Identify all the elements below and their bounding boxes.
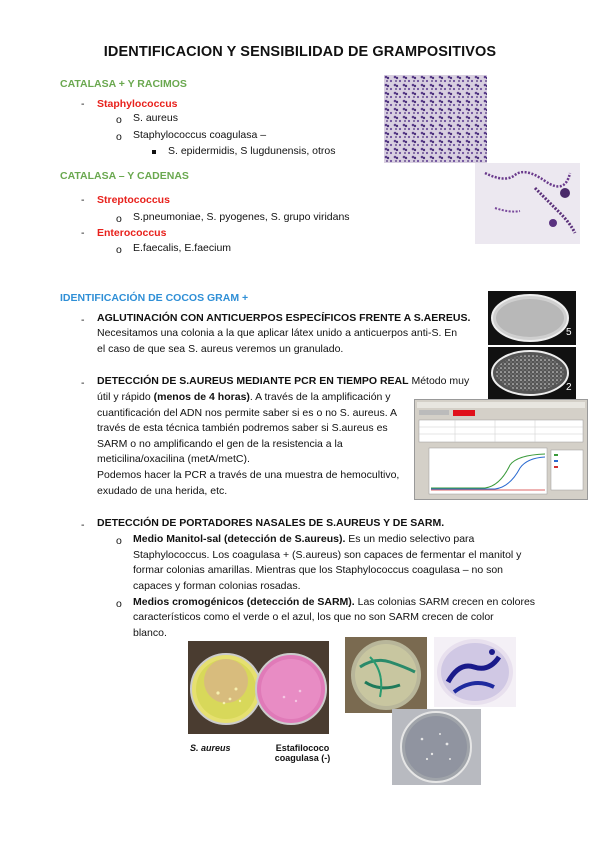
section-heading-identificacion: IDENTIFICACIÓN DE COCOS GRAM + (60, 292, 249, 304)
gram-stain-chains-image (475, 163, 580, 244)
agglutination-label: 2 (566, 382, 572, 393)
section-heading-catalasa-pos: CATALASA + Y RACIMOS (60, 78, 187, 90)
paragraph-line: formar colonias amarillas. Mientras que los Staphylococcus coagulasa – no son (133, 564, 504, 576)
chromogenic-green-plate-image (345, 637, 427, 713)
dash-marker: - (81, 194, 85, 206)
paragraph-line: característicos como el verde o el azul, los que no son SARM crecen de color (133, 611, 494, 623)
manitol-plates-image (188, 641, 329, 734)
circle-marker: o (116, 114, 122, 126)
genus-streptococcus: Streptococcus (97, 194, 170, 206)
gram-stain-clusters-image (384, 75, 487, 163)
paragraph-text: . A través de la amplificación y (249, 391, 391, 403)
dash-marker: - (81, 314, 85, 326)
manitol-first-line (133, 532, 474, 548)
circle-marker: o (116, 131, 122, 143)
agglutination-positive-image (488, 347, 576, 399)
cromogenicos-title: Medios cromogénicos (detección de SARM). (133, 596, 355, 608)
paragraph-line: Necesitamos una colonia a la que aplicar látex unido a anticuerpos anti-S. En (97, 327, 458, 339)
plate-caption-coagulasa-neg (265, 743, 340, 763)
chromogenic-white-plate-image (392, 709, 481, 785)
cromogenicos-first-line (133, 595, 535, 611)
portadores-title: DETECCIÓN DE PORTADORES NASALES DE S.AUREUS Y DE SARM. (97, 517, 445, 529)
list-item: Staphylococcus coagulasa – (133, 129, 267, 141)
list-item: S. aureus (133, 112, 178, 124)
genus-staphylococcus: Staphylococcus (97, 98, 178, 110)
list-item: S.pneumoniae, S. pyogenes, S. grupo viridans (133, 211, 350, 223)
paragraph-line: SARM o no amplificando el gen de la resistencia a la (97, 438, 343, 450)
paragraph-line: través de esta técnica también podremos saber si S.aureus es (97, 422, 388, 434)
paragraph-line: blanco. (133, 627, 167, 639)
paragraph-line: Staphylococcus. Los coagulasa + (S.aureus) son capaces de fermentar el manitol y (133, 549, 522, 561)
plate-caption-aureus: S. aureus (190, 743, 231, 753)
pcr-time-emphasis: (menos de 4 horas) (153, 391, 250, 403)
dash-marker: - (81, 519, 85, 531)
circle-marker: o (116, 535, 122, 547)
page-title: IDENTIFICACION Y SENSIBILIDAD DE GRAMPOSITIVOS (103, 44, 497, 60)
paragraph-line: capaces y forman colonias rosadas. (133, 580, 301, 592)
circle-marker: o (116, 598, 122, 610)
list-item: S. epidermidis, S lugdunensis, otros (168, 145, 336, 157)
manitol-title: Medio Manitol-sal (detección de S.aureus). (133, 533, 346, 545)
paragraph-line: el caso de que sea S. aureus veremos un granulado. (97, 343, 344, 355)
pcr-title: DETECCIÓN DE S.AUREUS MEDIANTE PCR EN TIEMPO REAL (97, 375, 409, 387)
paragraph-text: Es un medio selectivo para (348, 533, 475, 545)
aglutinacion-title: AGLUTINACIÓN CON ANTICUERPOS ESPECÍFICOS FRENTE A S.AEREUS. (97, 312, 471, 324)
pcr-second-line (97, 390, 391, 406)
paragraph-text: Método muy (411, 375, 470, 387)
paragraph-line: cuantificación del ADN nos permite saber si es o no S. aureus. A (97, 407, 397, 419)
list-item: E.faecalis, E.faecium (133, 242, 232, 254)
paragraph-line: Podemos hacer la PCR a través de una muestra de hemocultivo, (97, 469, 400, 481)
circle-marker: o (116, 213, 122, 225)
paragraph-text: Las colonias SARM crecen en colores (357, 596, 536, 608)
caption-line: Estafilococo (275, 743, 330, 753)
paragraph-text: útil y rápido (97, 391, 151, 403)
square-bullet (152, 150, 156, 154)
section-heading-catalasa-neg: CATALASA – Y CADENAS (60, 170, 189, 182)
pcr-software-image (414, 399, 588, 500)
dash-marker: - (81, 227, 85, 239)
dash-marker: - (81, 377, 85, 389)
paragraph-line: exudado de una herida, etc. (97, 485, 228, 497)
agglutination-label: 5 (566, 327, 572, 338)
pcr-first-line (97, 374, 469, 390)
paragraph-line: meticilina/oxacilina (metA/metC). (97, 453, 250, 465)
circle-marker: o (116, 244, 122, 256)
genus-enterococcus: Enterococcus (97, 227, 167, 239)
dash-marker: - (81, 98, 85, 110)
caption-line: coagulasa (-) (274, 753, 331, 763)
agglutination-negative-image (488, 291, 576, 345)
chromogenic-blue-plate-image (434, 637, 516, 707)
